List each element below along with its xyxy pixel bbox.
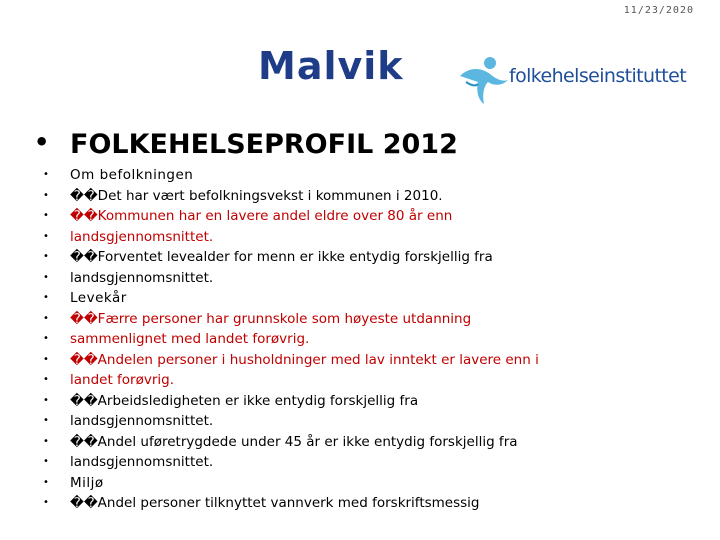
bullet-icon: • bbox=[43, 497, 49, 508]
profile-list bbox=[40, 165, 539, 514]
list-item bbox=[40, 268, 539, 289]
profile-heading bbox=[34, 128, 458, 160]
list-item bbox=[40, 350, 539, 371]
bullet-icon: • bbox=[43, 353, 49, 365]
fhi-logo-icon bbox=[456, 52, 512, 108]
bullet-icon: • bbox=[43, 333, 49, 344]
bullet-icon: • bbox=[43, 271, 49, 283]
bullet-icon: • bbox=[43, 251, 49, 262]
list-item bbox=[40, 452, 539, 473]
bullet-icon: • bbox=[43, 292, 50, 303]
list-item-text: ��Andel uføretrygdede under 45 år er ikke entydig forskjellig fra bbox=[70, 433, 518, 450]
list-item-text: landsgjennomsnittet. bbox=[70, 454, 214, 470]
bullet-icon: • bbox=[43, 456, 49, 467]
heading-text: FOLKEHELSEPROFIL 2012 bbox=[70, 129, 458, 160]
list-item bbox=[40, 206, 539, 227]
list-item-text: sammenlignet med landet forøvrig. bbox=[70, 331, 310, 347]
list-item-text: landsgjennomsnittet. bbox=[70, 413, 214, 429]
list-item-text: Om befolkningen bbox=[70, 167, 194, 183]
list-item bbox=[40, 329, 539, 350]
list-item-text: ��Andelen personer i husholdninger med lav inntekt er lavere enn i bbox=[70, 351, 539, 368]
list-item-text: Miljø bbox=[70, 474, 104, 491]
list-item bbox=[40, 288, 539, 309]
list-item-text: ��Forventet levealder for menn er ikke entydig forskjellig fra bbox=[70, 249, 493, 265]
list-item-text: landsgjennomsnittet. bbox=[70, 228, 214, 245]
bullet-icon: • bbox=[43, 312, 49, 324]
slide-title: Malvik bbox=[258, 44, 404, 88]
heading-bullet: • bbox=[34, 128, 50, 156]
list-item bbox=[40, 227, 539, 248]
slide-date: 11/23/2020 bbox=[623, 5, 694, 16]
logo-text: folkehelseinstituttet bbox=[509, 65, 687, 87]
bullet-icon: • bbox=[43, 189, 49, 201]
list-item bbox=[40, 432, 539, 453]
list-item-text: ��Det har vært befolkningsvekst i kommunen i 2010. bbox=[70, 187, 443, 204]
list-item bbox=[40, 247, 539, 268]
bullet-icon: • bbox=[43, 415, 49, 426]
bullet-icon: • bbox=[43, 476, 50, 488]
bullet-icon: • bbox=[43, 394, 49, 406]
list-item-text: ��Andel personer tilknyttet vannverk med forskriftsmessig bbox=[70, 495, 480, 511]
list-item-text: ��Kommunen har en lavere andel eldre over 80 år enn bbox=[70, 208, 453, 224]
list-item bbox=[40, 493, 539, 514]
list-item bbox=[40, 411, 539, 432]
fhi-logo bbox=[456, 52, 708, 108]
bullet-icon: • bbox=[43, 230, 49, 242]
bullet-icon: • bbox=[43, 435, 49, 447]
bullet-icon: • bbox=[43, 374, 49, 385]
list-item-text: Levekår bbox=[70, 290, 127, 306]
list-item bbox=[40, 309, 539, 330]
list-item bbox=[40, 473, 539, 494]
list-item bbox=[40, 165, 539, 186]
list-item bbox=[40, 186, 539, 207]
list-item-text: ��Arbeidsledigheten er ikke entydig forskjellig fra bbox=[70, 392, 419, 409]
list-item-text: ��Færre personer har grunnskole som høyeste utdanning bbox=[70, 310, 472, 327]
bullet-icon: • bbox=[43, 169, 50, 180]
list-item bbox=[40, 370, 539, 391]
list-item-text: landsgjennomsnittet. bbox=[70, 269, 214, 286]
list-item bbox=[40, 391, 539, 412]
bullet-icon: • bbox=[43, 210, 49, 221]
list-item-text: landet forøvrig. bbox=[70, 372, 175, 388]
